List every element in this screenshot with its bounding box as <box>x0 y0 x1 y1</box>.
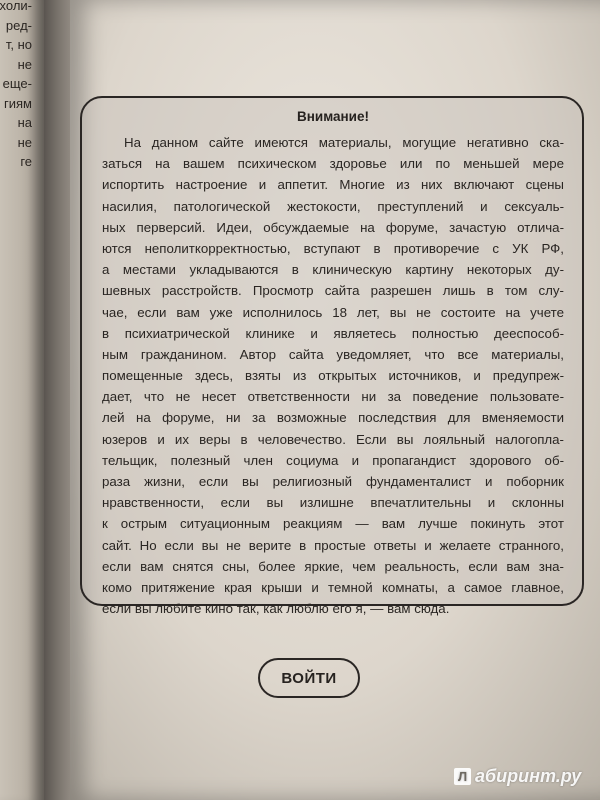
notice-line: шевных расстройств. Просмотр сайта разрешен лишь в том слу- <box>102 283 564 299</box>
notice-line: к острым ситуационным реакциям — вам лучше покинуть этот <box>102 516 564 532</box>
enter-button[interactable]: ВОЙТИ <box>258 658 360 698</box>
left-fragment: ред- <box>5 17 32 33</box>
notice-line: тельщик, полезный член социума и пропагандист здорового об- <box>102 452 564 468</box>
left-fragment: не <box>17 56 32 72</box>
notice-line: насилия, патологической жестокости, преступлений и сексуаль- <box>102 198 564 214</box>
watermark-text: абиринт.ру <box>475 766 582 786</box>
notice-line: сайт. Но если вы не верите в простые ответы и желаете странного, <box>102 537 564 553</box>
notice-line-last: если вы любите кино так, как люблю его я, — вам сюда. <box>102 601 450 617</box>
notice-line: дает, что не несет ответственности ни за поведение пользовате- <box>102 389 564 405</box>
notice-line: юзеров и их веры в человечество. Если вы лояльный налогопла- <box>102 431 564 447</box>
notice-line: испортить настроение и аппетит. Многие из них включают сцены <box>102 177 564 193</box>
notice-line: заться на вашем психическом здоровье или по меньшей мере <box>102 156 564 172</box>
left-page-text <box>0 0 32 172</box>
notice-line: а местами укладываются в клиническую картину некоторых ду- <box>102 262 564 278</box>
notice-line: чае, если вам уже исполнилось 18 лет, вы не состоите на учете <box>102 304 564 320</box>
notice-line: помещенные здесь, взяты из открытых источников, и предупреж- <box>102 368 564 384</box>
notice-line: раза жизни, если вы религиозный фундаменталист и поборник <box>102 474 564 489</box>
left-fragment: еще- <box>2 76 32 91</box>
notice-line: комо притяжение края крыши и темной комнаты, а самое главное, <box>102 579 564 595</box>
labirint-watermark <box>454 766 581 787</box>
left-fragment: т, но <box>5 37 32 52</box>
labirint-logo-icon: Л <box>454 768 471 785</box>
notice-line: ным гражданином. Автор сайта уведомляет, что все материалы, <box>102 346 564 362</box>
notice-line: если вам снятся сны, более яркие, чем реальность, если вам зна- <box>102 558 564 574</box>
left-fragment: ге <box>20 154 32 169</box>
notice-line: в психиатрической клинике и являетесь полностью дееспособ- <box>102 325 564 341</box>
notice-line: нравственности, если вы излишне впечатлительны и склонны <box>102 495 564 511</box>
notice-body <box>102 132 564 619</box>
notice-line: ются неполиткорректностью, вступают в противоречие с УК РФ, <box>102 240 564 256</box>
warning-notice-box <box>80 96 584 617</box>
left-fragment: на <box>17 115 32 130</box>
left-fragment: не <box>17 134 32 150</box>
left-fragment: холи- <box>0 0 32 13</box>
notice-line: лей на форуме, ни за возможные последствия для вменяемости <box>102 410 564 426</box>
notice-title: Внимание! <box>297 109 369 124</box>
notice-line: ных перверсий. Идеи, обсуждаемые на форуме, зачастую отлича- <box>102 219 564 235</box>
left-page <box>0 0 44 800</box>
left-fragment: гиям <box>4 95 32 111</box>
notice-line: На данном сайте имеются материалы, могущие негативно ска- <box>124 135 564 150</box>
